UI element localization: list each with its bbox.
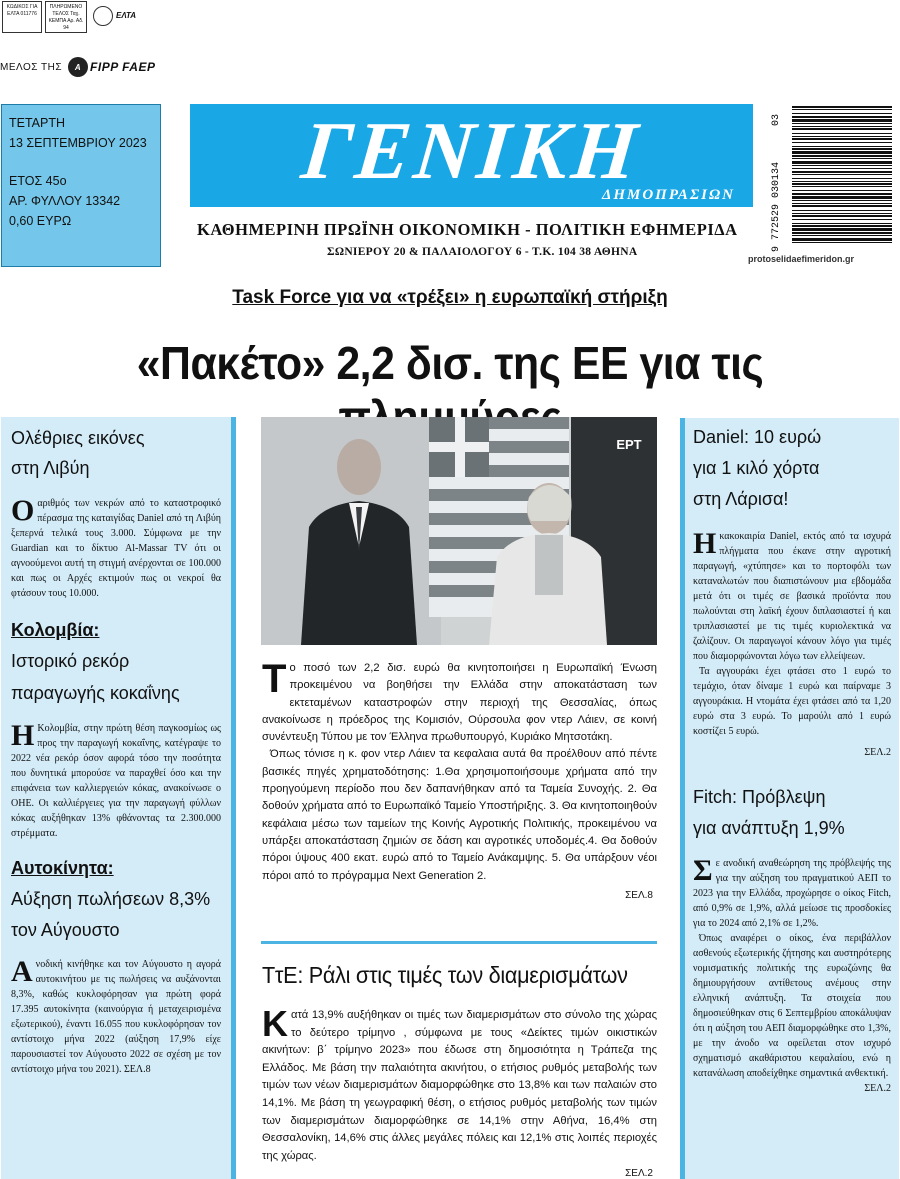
barcode-bar bbox=[792, 210, 892, 211]
fipp-circle-icon: A bbox=[68, 57, 88, 77]
main-article-p1: ο ποσό των 2,2 δισ. ευρώ θα κινητοποιήσει η Ευρωπαϊκή Ένωση προκειμένου να βοηθήσει την Ελλάδα στην αποκατάσταση των εκτεταμένων καταστροφών στην περιοχή της Θεσσαλίας, όπως ανακοίνωσε η πρόεδρος της Κομισιόν, Ούρσουλα φον ντερ Λάιεν, σε κοινή συνέντευξη Τύπου με τον Έλληνα πρωθυπουργό, Κυριάκο Μητσοτάκη. bbox=[262, 662, 657, 744]
fipp-faep-text: FIPP FAEP bbox=[90, 60, 156, 74]
left-article-2-title-line-1: Ιστορικό ρεκόρ bbox=[11, 651, 130, 671]
right-article-1-title-line-2: για 1 κιλό χόρτα bbox=[693, 458, 820, 478]
masthead bbox=[190, 104, 753, 207]
barcode-bar bbox=[792, 213, 892, 214]
sub-article-body bbox=[262, 1003, 657, 1179]
postal-code-box: ΚΩΔΙΚΟΣ ΓΙΑ ΕΛΤΑ 011776 bbox=[2, 1, 42, 33]
left-article-2-label: Κολομβία: bbox=[11, 620, 100, 640]
barcode-bar bbox=[792, 119, 892, 122]
barcode-bar bbox=[792, 146, 892, 147]
center-divider bbox=[261, 941, 657, 944]
member-line bbox=[0, 57, 155, 77]
barcode-bar bbox=[792, 183, 892, 185]
barcode-bar bbox=[792, 223, 892, 224]
barcode bbox=[768, 104, 898, 254]
barcode-bar bbox=[792, 158, 892, 159]
right-article-2-title-line-1: Fitch: Πρόβλεψη bbox=[693, 787, 826, 807]
barcode-bar bbox=[792, 196, 892, 199]
masthead-subtitle: ΔΗΜΟΠΡΑΣΙΩΝ bbox=[601, 187, 735, 203]
sub-article-page-ref: ΣΕΛ.2 bbox=[625, 1168, 653, 1179]
left-article-3-label: Αυτοκίνητα: bbox=[11, 858, 114, 878]
barcode-bar bbox=[792, 186, 892, 187]
front-kicker: Task Force για να «τρέξει» η ευρωπαϊκή στήριξη bbox=[232, 287, 668, 308]
left-article-3-text: νοδική κινήθηκε και τον Αύγουστο η αγορά αυτοκινήτου με τις πωλήσεις να αυξάνονται 8,3%, καθώς κυκλοφόρησαν για πρώτη φορά 17.395 αυτοκίνητα (καινούργια ή μεταχειρισμένα εξωτερικού), έναντι 16.055 που κυκλοφόρησαν τον αντίστοιχο μήνα 2022 (αύξηση 17,9% είχε παρουσιαστεί τον Αύγουστο 2022 σε σχέση με τον αντίστοιχο μήνα του 2021). ΣΕΛ.8 bbox=[11, 959, 221, 1075]
right-article-1-page-ref: ΣΕΛ.2 bbox=[864, 747, 891, 758]
barcode-bar bbox=[792, 138, 892, 140]
source-website: protoselidaefimeridon.gr bbox=[748, 254, 855, 264]
main-article-body bbox=[262, 657, 657, 904]
right-article-2-text-2: Όπως αναφέρει ο οίκος, ένα περιβάλλον ασθενούς εξωτερικής ζήτησης και αυστηρότερης νομισματικής πολιτικής της ευρωζώνης θα δημιουργήσουν αντίθετους ανέμους στην ελληνική ανάπτυξη. Τα στοιχεία που δημοσιεύθηκαν στις 6 Σεπτεμβρίου αποκάλυψαν ότι η αύξηση του ΑΕΠ διαμορφώθηκε στο 1,3%, με την άνοδο να οφείλεται στον ισχυρό σχηματισμό ακαθάριστου κεφαλαίου, ενώ η κατανάλωση αποδείχθηκε σημαντικά ανθεκτική. bbox=[693, 933, 891, 1079]
masthead-title: ΓΕΝΙΚΗ bbox=[297, 105, 646, 196]
barcode-bar bbox=[792, 168, 892, 169]
barcode-bar bbox=[792, 128, 892, 130]
barcode-bar bbox=[792, 181, 892, 182]
dropcap: Σ bbox=[693, 854, 713, 887]
barcode-number: 9 772529 030134 bbox=[771, 161, 782, 252]
dropcap: Η bbox=[693, 527, 717, 560]
barcode-bar bbox=[792, 109, 892, 110]
main-article-p2: Όπως τόνισε η κ. φον ντερ Λάιεν τα κεφαλαια αυτά θα προέλθουν από πέντε βασικές πηγές χρηματοδότησης: 1.Θα χρησιμοποιήσουμε χρήματα από την προηγούμενη περίοδο που δεν δαπανήθηκαν από τα Ταμεία Συνοχής. 2. Θα δοθούν χρήματα από το Ευρωπαϊκό Ταμείο Υποστήριξης. 3. Θα κινητοποιηθούν κεφάλαια μέσω των ταμείων της Κοινής Αγροτικής Πολιτικής, προκειμένου να υπάρξει αποκατάσταση ζημιών σε δάση και αγροτικές υποδομές.4. Θα δοθούν πόροι ύψους 400 εκατ. ευρώ από το Ταμείο Ανάκαμψης. 5. Θα υπάρξουν νέοι πόροι από το πρόγραμμα Next Generation 2. bbox=[262, 748, 657, 882]
barcode-bar bbox=[792, 148, 892, 150]
barcode-bar bbox=[792, 116, 892, 118]
right-article-1-text: κακοκαιρία Daniel, εκτός από τα ισχυρά πλήγματα που έκανε στην αγροτική παραγωγή, «χτύπησε» και το πορτοφόλι των καταναλωτών που διαπιστώνουν μια εβδομάδα μετά ότι οι τιμές σε βασικά προϊόντα που πωλούνται στη λαϊκή έχουν διπλασιαστεί ή και τριπλασιαστεί με τις τιμές κυριολεκτικά να ζαλίζουν. Οι παραγωγοί κάνουν λόγο για τιμές που διαμορφώνονται λόγω των ελλείψεων. bbox=[693, 531, 891, 662]
barcode-bar bbox=[792, 232, 892, 234]
issue-year: ΕΤΟΣ 45ο bbox=[9, 174, 67, 188]
left-article-2-text: Κολομβία, στην πρώτη θέση παγκοσμίως ως προς την παραγωγή κοκαΐνης, κατέγραψε το 2022 νέα ρεκόρ όσον αφορά τόσο την ποσότητα που δυνητικά μπορούσε να παραχθεί όσο και την επιφάνεια των καλλιεργειών κόκας, ανακοίνωσε ο ΟΗΕ. Οι καλλιέργειες για την παραγωγή φύλλων κόκας αυξήθηκαν 13% φθάνοντας τα 2.300.000 στρέμματα. bbox=[11, 723, 221, 839]
barcode-bar bbox=[792, 155, 892, 157]
right-article-1-body bbox=[693, 529, 891, 760]
barcode-bar bbox=[792, 238, 892, 241]
barcode-bar bbox=[792, 200, 892, 201]
barcode-bar bbox=[792, 123, 892, 124]
dropcap: Τ bbox=[262, 657, 287, 701]
issue-price: 0,60 ΕΥΡΩ bbox=[9, 214, 72, 228]
barcode-bar bbox=[792, 174, 892, 175]
issue-day: ΤΕΤΑΡΤΗ bbox=[9, 116, 66, 130]
barcode-bar bbox=[792, 142, 892, 143]
masthead-tagline: ΚΑΘΗΜΕΡΙΝΗ ΠΡΩΪΝΗ ΟΙΚΟΝΟΜΙΚΗ - ΠΟΛΙΤΙΚΗ ΕΦΗΜΕΡΙΔΑ bbox=[197, 220, 738, 239]
elta-logo: ΕΛΤΑ bbox=[116, 11, 137, 20]
issue-date: 13 ΣΕΠΤΕΜΒΡΙΟΥ 2023 bbox=[9, 136, 147, 150]
barcode-bar bbox=[792, 126, 892, 127]
barcode-bar bbox=[792, 171, 892, 173]
member-label: ΜΕΛΟΣ ΤΗΣ bbox=[0, 61, 63, 73]
barcode-bar bbox=[792, 205, 892, 207]
barcode-bar bbox=[792, 219, 892, 220]
right-column bbox=[680, 418, 899, 1179]
left-article-1-title-line-1: Ολέθριες εικόνες bbox=[11, 428, 145, 448]
right-article-1-title-line-1: Daniel: 10 ευρώ bbox=[693, 427, 822, 447]
right-article-1-title-line-3: στη Λάρισα! bbox=[693, 489, 789, 509]
left-article-3-title-line-1: Αύξηση πωλήσεων 8,3% bbox=[11, 889, 211, 909]
right-article-2-text: ε ανοδική αναθεώρηση της πρόβλεψής της για την αύξηση του πραγματικού ΑΕΠ το 2023 για την Ελλάδα, προχώρησε ο οίκος Fitch, από 0,9% σε 1,9%, αλλά μείωσε τις προσδοκίες για το 2024 από 2,1% σε 1,2%. bbox=[693, 858, 891, 929]
dropcap: Η bbox=[11, 719, 35, 752]
barcode-bar bbox=[792, 178, 892, 179]
barcode-addon: 03 bbox=[771, 113, 782, 126]
left-article-2-body bbox=[11, 721, 221, 841]
right-article-1-text-2: Τα αγγουράκι έχει φτάσει στο 1 ευρώ το τεμάχιο, όταν δίναμε 1 ευρώ και παίρναμε 3 αγγουράκια. Η ντομάτα έχει φτάσει από τα 1,20 ευρώ στα 3 ευρώ. Το μαρούλι από 1 ευρώ κοστίζει 5 ευρώ. bbox=[693, 666, 891, 737]
right-article-2-body bbox=[693, 856, 891, 1096]
front-headline: «Πακέτο» 2,2 δισ. της ΕΕ για τις bbox=[136, 337, 764, 389]
front-photo bbox=[261, 417, 657, 645]
left-article-2-title-line-2: παραγωγής κοκαΐνης bbox=[11, 683, 180, 703]
issue-info-box bbox=[1, 104, 161, 267]
barcode-bar bbox=[792, 113, 892, 114]
postage-paid-box: ΠΛΗΡΩΜΕΝΟ ΤΕΛΟΣ Ταχ. ΚΕΜΠΑ Αρ. Αδ. 94 bbox=[45, 1, 87, 33]
barcode-bar bbox=[792, 215, 892, 217]
barcode-bar bbox=[792, 190, 892, 191]
barcode-bar bbox=[792, 161, 892, 164]
dropcap: Κ bbox=[262, 1003, 288, 1044]
left-article-1-title-line-2: στη Λιβύη bbox=[11, 458, 90, 478]
masthead-address: ΣΩΝΙΕΡΟΥ 20 & ΠΑΛΑΙΟΛΟΓΟΥ 6 - Τ.Κ. 104 38 ΑΘΗΝΑ bbox=[327, 246, 638, 258]
barcode-bar bbox=[792, 242, 892, 243]
postal-boxes bbox=[2, 1, 136, 33]
left-article-1-body bbox=[11, 496, 221, 601]
main-article-page-ref: ΣΕΛ.8 bbox=[625, 889, 653, 901]
fipp-faep-logo bbox=[68, 57, 155, 77]
sub-article-title: ΤτΕ: Ράλι στις τιμές των διαμερισμάτων bbox=[262, 962, 628, 988]
right-article-2-page-ref: ΣΕΛ.2 bbox=[864, 1083, 891, 1094]
right-article-2-title-line-2: για ανάπτυξη 1,9% bbox=[693, 818, 845, 838]
ert-logo: ΕΡΤ bbox=[616, 437, 642, 452]
barcode-bar bbox=[792, 165, 892, 166]
left-article-3-body bbox=[11, 957, 221, 1077]
dropcap: Ο bbox=[11, 494, 35, 527]
left-article-1-text: αριθμός των νεκρών από το καταστροφικό πέρασμα της καταιγίδας Daniel από τη Λιβύη ξεπερνά τελικά τους 3.000. Σύμφωνα με την Guardian και το δίκτυο Al-Massar TV ότι οι αγνοούμενοι αυτή τη στιγμή ανέρχονται σε 100.000 και πως οι Αρχές εκτιμούν πως οι νεκροί θα φτάσουν τους 10.000. bbox=[11, 498, 221, 599]
elta-seal-icon bbox=[93, 6, 113, 26]
barcode-bar bbox=[792, 133, 892, 134]
dropcap: Α bbox=[11, 955, 33, 988]
barcode-bar bbox=[792, 228, 892, 231]
barcode-bar bbox=[792, 203, 892, 204]
barcode-bar bbox=[792, 106, 892, 108]
left-column bbox=[1, 417, 236, 1179]
barcode-bar bbox=[792, 235, 892, 236]
barcode-bar bbox=[792, 136, 892, 137]
barcode-bar bbox=[792, 151, 892, 154]
sub-article-text: ατά 13,9% αυξήθηκαν οι τιμές των διαμερισμάτων στο σύνολο της χώρας το δεύτερο τρίμηνο , σύμφωνα με τους «Δείκτες τιμών οικιστικών ακινήτων: β΄ τρίμηνο 2023» που έδωσε στη δημοσιότητα η Τράπεζα της Ελλάδος. Με βάση την παλαιότητα ακινήτου, ο ετήσιος ρυθμός μεταβολής των τιμών των νέων διαμερισμάτων διαμορφώθηκε στο 13,8% και των παλαιών στο 14,1%. Με βάση τη γεωγραφική θέση, ο ετήσιος ρυθμός μεταβολής των τιμών των διαμερισμάτων διαμορφώθηκε σε 14,1% στην Αθήνα, 16,4% στη Θεσσαλονίκη, 14,6% στις άλλες μεγάλες πόλεις και 12,1% στις λοιπές περιοχές της χώρας. bbox=[262, 1009, 657, 1162]
left-article-3-title-line-2: τον Αύγουστο bbox=[11, 920, 120, 940]
barcode-bar bbox=[792, 193, 892, 195]
issue-number: ΑΡ. ΦΥΛΛΟΥ 13342 bbox=[9, 194, 121, 208]
barcode-bar bbox=[792, 225, 892, 227]
